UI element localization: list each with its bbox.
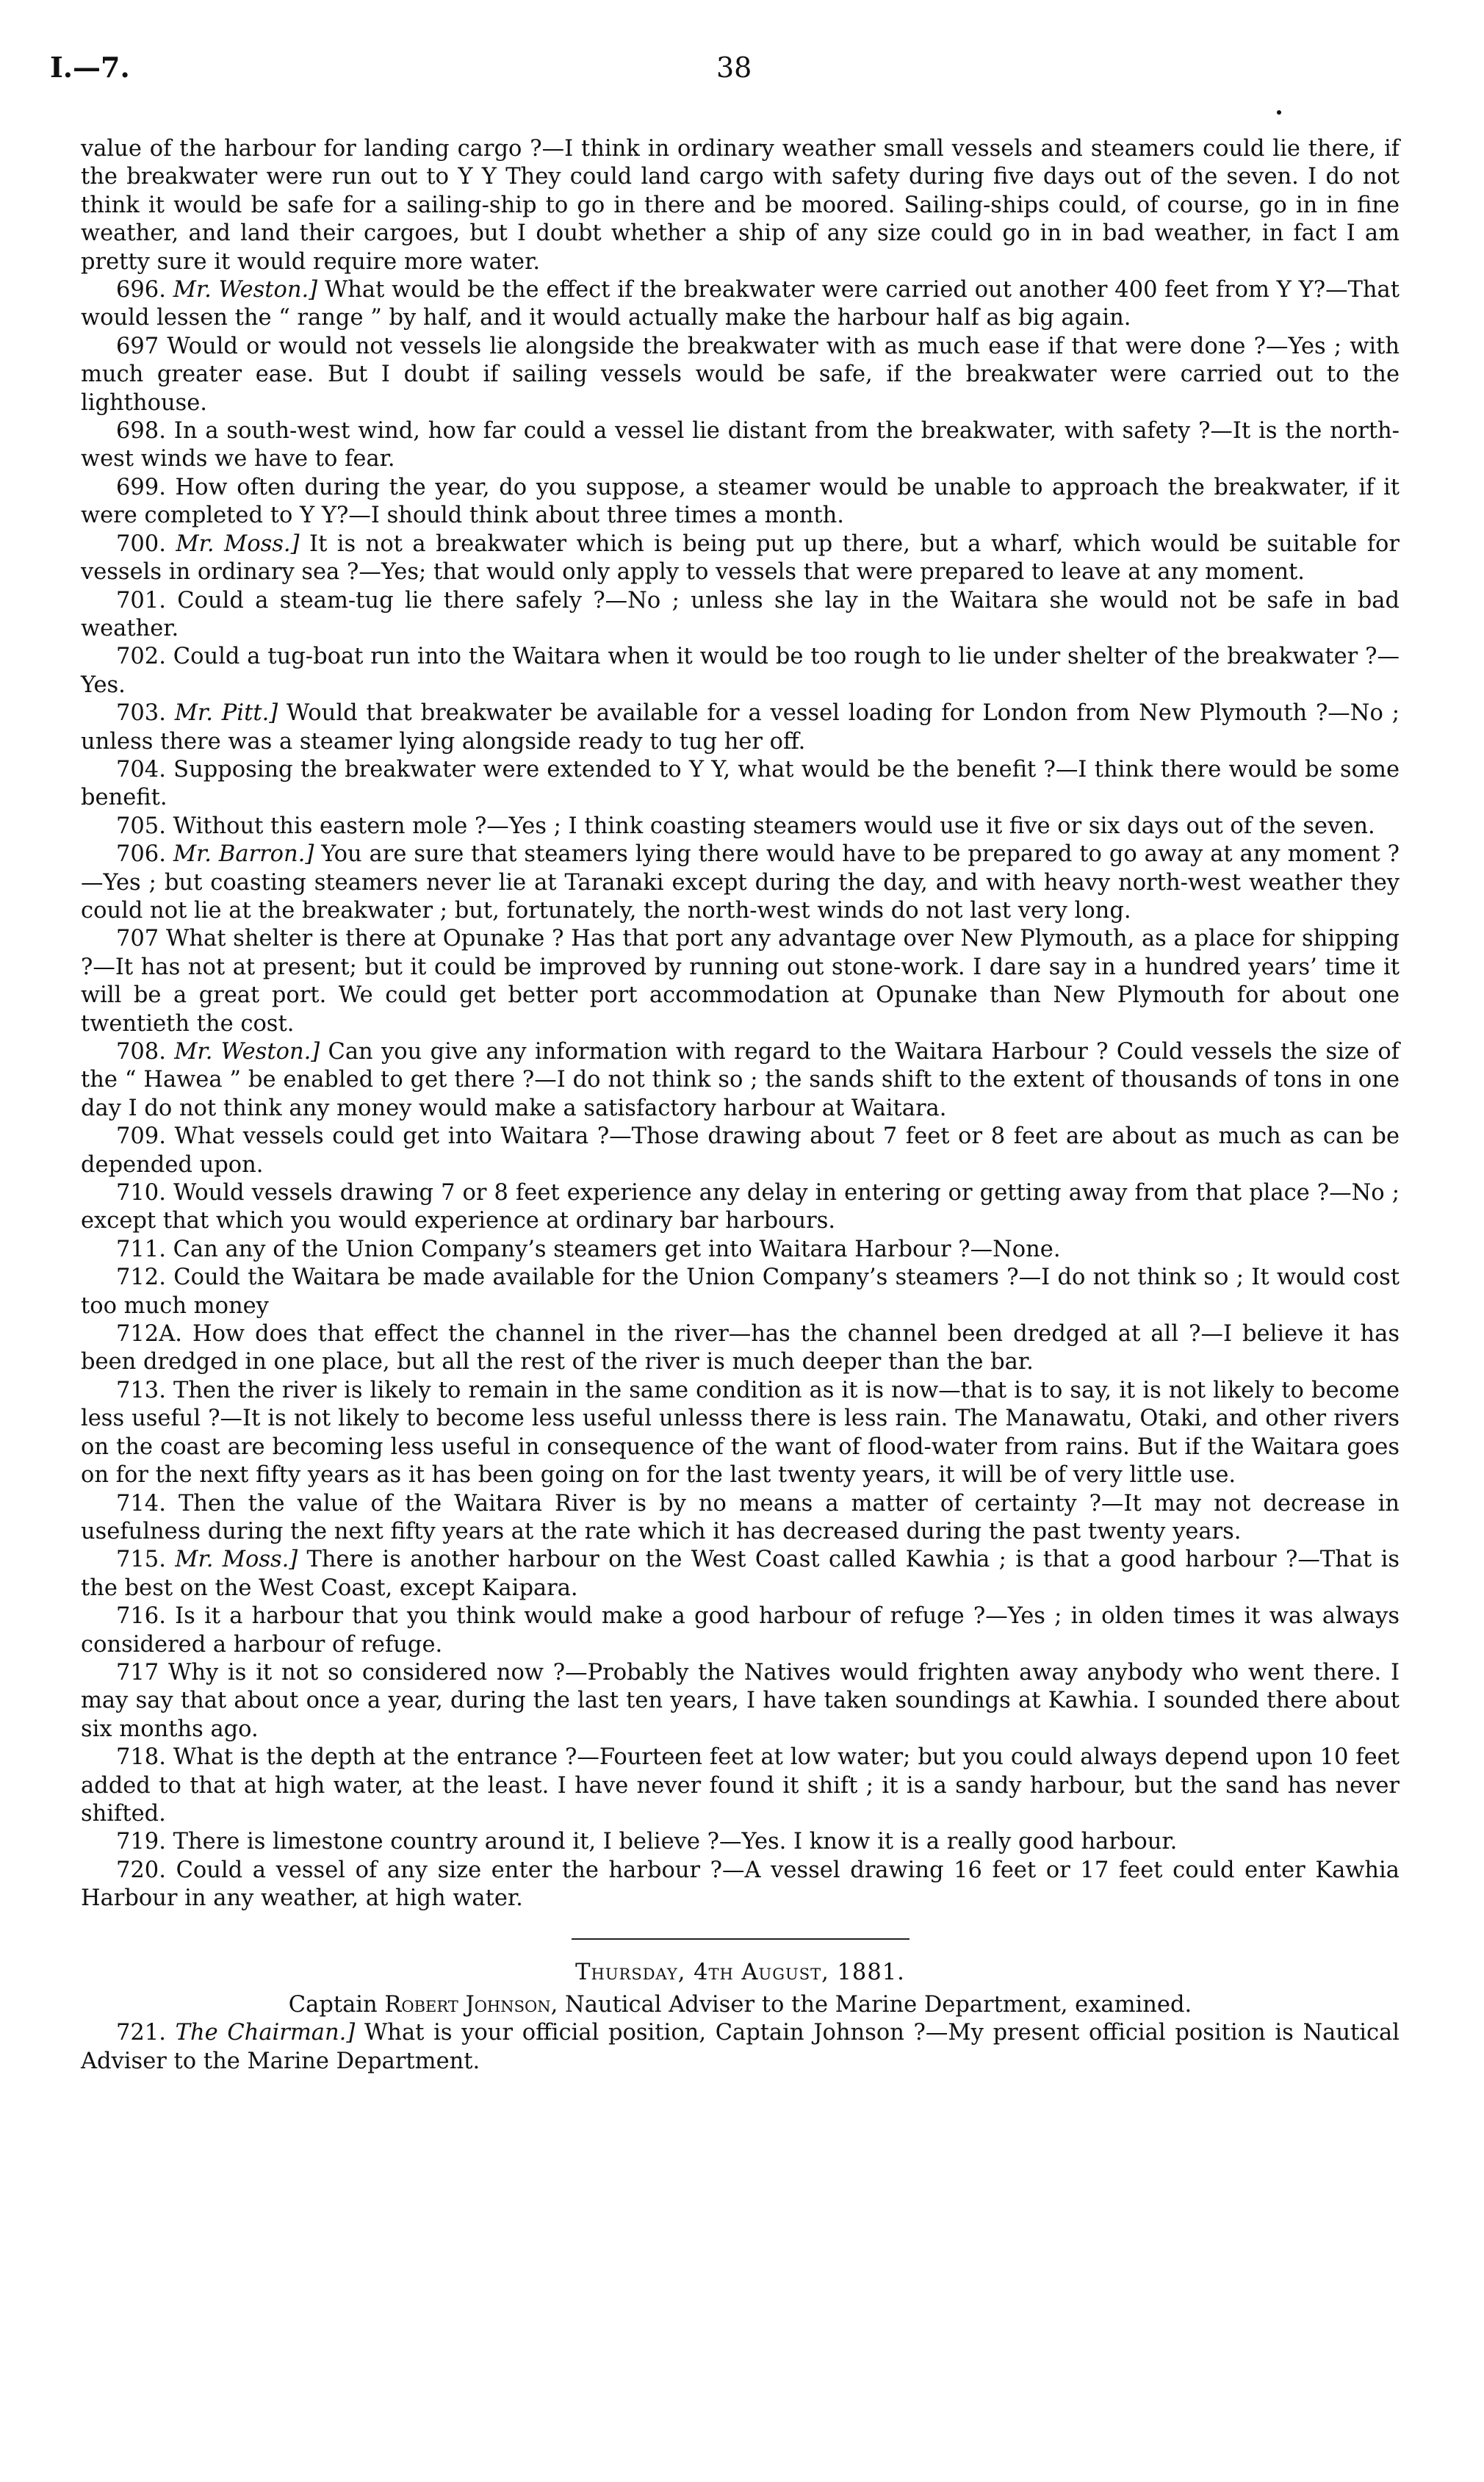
qa-text: Can you give any information with regard to the Waitara Harbour ? Could vessels the size of the “ Hawea ” be enabled to get there ?—I do not think so ; the sands shift to the extent of thousands of tons in one day I do not think any money would make a satisfactory harbour at Waitara.: [81, 1039, 1400, 1121]
qa-text: Can any of the Union Company’s steamers get into Waitara Harbour ?—None.: [173, 1236, 1061, 1262]
qa-text: Could a steam-tug lie there safely ?—No ; unless she lay in the Waitara she would not be safe in bad weather.: [81, 587, 1400, 641]
qa-number: 719.: [116, 1829, 166, 1855]
witness-rank: Captain: [288, 1992, 378, 2018]
qa-list: [81, 276, 1400, 1913]
qa-item-703: [81, 699, 1400, 756]
qa-number: 713.: [116, 1377, 166, 1403]
qa-text: Could the Waitara be made available for the Union Company’s steamers ?—I do not think so ; It would cost too much money: [81, 1265, 1400, 1319]
witness-line: [81, 1991, 1400, 2019]
qa-text: Would vessels drawing 7 or 8 feet experience any delay in entering or getting away from that place ?—No ; except that which you would experience at ordinary bar harbours.: [81, 1180, 1400, 1234]
qa-number: 697: [116, 333, 159, 359]
qa-text: What vessels could get into Waitara ?—Those drawing about 7 feet or 8 feet are about as much as can be depended upon.: [81, 1123, 1400, 1178]
qa-number: 715.: [116, 1547, 166, 1573]
qa-item-721: [81, 2019, 1400, 2076]
qa-item-712a: [81, 1320, 1400, 1377]
qa-number: 720.: [116, 1857, 166, 1883]
qa-text: Supposing the breakwater were extended to Y Y, what would be the benefit ?—I think there would be some benefit.: [81, 756, 1400, 811]
qa-number: 712.: [116, 1265, 166, 1291]
qa-item-716: [81, 1602, 1400, 1659]
qa-item-718: [81, 1744, 1400, 1828]
qa-number: 696.: [116, 277, 166, 303]
qa-text: What shelter is there at Opunake ? Has that port any advantage over New Plymouth, as a place for shipping ?—It has not at present; but it could be improved by running out stone-work. I dare say in a hundred years’ time it will be a great port. We could get better port accommodation at Opunake than New Plymouth for about one twentieth the cost.: [81, 926, 1400, 1037]
qa-number: 718.: [116, 1744, 166, 1771]
continuation-paragraph: value of the harbour for landing cargo ?—I think in ordinary weather small vessels and steamers could lie there, if the breakwater were run out to Y Y They could land cargo with safety during five days out of the seven. I do not think it would be safe for a sailing-ship to go in there and be moored. Sailing-ships could, of course, go in in fine weather, and land their cargoes, but I doubt whether a ship of any size could go in in bad weather, in fact I am pretty sure it would require more water.: [81, 136, 1400, 275]
qa-text: Is it a harbour that you think would make a good harbour of refuge ?—Yes ; in olden times it was always considered a harbour of refuge.: [81, 1603, 1400, 1658]
qa-item-719: [81, 1828, 1400, 1856]
qa-number: 704.: [116, 756, 166, 783]
qa-number: 703.: [116, 700, 166, 727]
session-date: Thursday, 4th August, 1881.: [575, 1959, 905, 1985]
qa-number: 707: [116, 926, 159, 952]
section-divider: [572, 1938, 910, 1940]
qa-item-697: [81, 333, 1400, 417]
qa-number: 712A.: [116, 1321, 182, 1348]
qa-text: It is not a breakwater which is being put up there, but a wharf, which would be suitable for vessels in ordinary sea ?—Yes; that would only apply to vessels that were prepared to leave at any moment.: [81, 530, 1400, 586]
qa-speaker: Mr. Weston.]: [173, 277, 318, 303]
witness-name: Robert Johnson,: [384, 1992, 558, 2018]
qa-item-714: [81, 1490, 1400, 1547]
qa-item-717: [81, 1659, 1400, 1744]
page-number: 38: [716, 51, 752, 84]
qa-number: 721.: [116, 2020, 166, 2046]
page-header: [50, 51, 1400, 104]
testimony-body: [81, 135, 1400, 2076]
qa-speaker: Mr. Pitt.]: [174, 700, 278, 727]
qa-item-711: [81, 1236, 1400, 1264]
qa-item-699: [81, 474, 1400, 530]
qa-item-710: [81, 1179, 1400, 1236]
qa-number: 709.: [116, 1123, 166, 1150]
qa-text: How does that effect the channel in the river—has the channel been dredged at all ?—I believe it has been dredged in one place, but all the rest of the river is much deeper than the bar.: [81, 1321, 1400, 1375]
qa-speaker: Mr. Moss.]: [175, 1547, 298, 1573]
qa-number: 699.: [116, 474, 166, 500]
qa-item-696: [81, 276, 1400, 333]
speck-mark: [1277, 110, 1281, 115]
qa-text: Could a tug-boat run into the Waitara when it would be too rough to lie under shelter of the breakwater ?—Yes.: [81, 644, 1400, 698]
qa-speaker: Mr. Barron.]: [173, 841, 314, 868]
qa-text: In a south-west wind, how far could a vessel lie distant from the breakwater, with safety ?—It is the north-west winds we have to fear.: [81, 418, 1400, 472]
qa-number: 698.: [116, 418, 166, 445]
qa-item-713: [81, 1377, 1400, 1490]
qa-text: Would or would not vessels lie alongside the breakwater with as much ease if that were done ?—Yes ; with much greater ease. But I doubt if sailing vessels would be safe, if the breakwater were carried out to the lighthouse.: [81, 333, 1400, 416]
qa-text: There is limestone country around it, I believe ?—Yes. I know it is a really good harbour.: [173, 1829, 1178, 1855]
document-reference: I.—7.: [50, 51, 130, 84]
document-page: [50, 51, 1400, 2076]
qa-number: 716.: [116, 1603, 166, 1630]
witness-role: Nautical Adviser to the Marine Department, examined.: [565, 1992, 1192, 2018]
qa-text: Why is it not so considered now ?—Probably the Natives would frighten away anybody who went there. I may say that about once a year, during the last ten years, I have taken soundings at Kawhia. I sounded there about six months ago.: [81, 1659, 1400, 1742]
qa-speaker: Mr. Moss.]: [176, 530, 300, 557]
qa-number: 705.: [116, 813, 166, 839]
qa-number: 710.: [116, 1180, 166, 1206]
qa-text: Then the value of the Waitara River is by no means a matter of certainty ?—It may not decrease in usefulness during the next fifty years at the rate which it has decreased during the past twenty years.: [81, 1490, 1400, 1544]
qa-item-700: [81, 530, 1400, 587]
qa-speaker: Mr. Weston.]: [174, 1039, 320, 1065]
qa-item-701: [81, 587, 1400, 644]
qa-number: 711.: [116, 1236, 166, 1262]
qa-item-715: [81, 1546, 1400, 1602]
qa-text: You are sure that steamers lying there would have to be prepared to go away at any moment ?—Yes ; but coasting steamers never lie at Taranaki except during the day, and with heavy north-west weather they could not lie at the breakwater ; but, fortunately, the north-west winds do not last very long.: [81, 841, 1400, 924]
qa-item-720: [81, 1857, 1400, 1913]
qa-text: Would that breakwater be available for a vessel loading for London from New Plymouth ?—No ; unless there was a steamer lying alongside ready to tug her off.: [81, 700, 1400, 755]
qa-number: 708.: [116, 1039, 166, 1065]
qa-item-704: [81, 756, 1400, 813]
qa-item-712: [81, 1264, 1400, 1320]
qa-item-709: [81, 1123, 1400, 1179]
qa-text: How often during the year, do you suppose, a steamer would be unable to approach the breakwater, if it were completed to Y Y?—I should think about three times a month.: [81, 474, 1400, 529]
qa-text: What would be the effect if the breakwater were carried out another 400 feet from Y Y?—That would lessen the “ range ” by half, and it would actually make the harbour half as big again.: [81, 277, 1400, 331]
qa-text: There is another harbour on the West Coast called Kawhia ; is that a good harbour ?—That is the best on the West Coast, except Kaipara.: [81, 1547, 1400, 1601]
qa-text: What is your official position, Captain Johnson ?—My present official position is Nautical Adviser to the Marine Department.: [81, 2020, 1400, 2074]
qa-item-707: [81, 925, 1400, 1038]
qa-text: Without this eastern mole ?—Yes ; I think coasting steamers would use it five or six days out of the seven.: [173, 813, 1375, 839]
qa-number: 717: [116, 1659, 159, 1686]
qa-number: 702.: [116, 644, 166, 670]
qa-speaker: The Chairman.]: [175, 2020, 356, 2046]
qa-number: 701.: [116, 587, 166, 614]
qa-item-698: [81, 417, 1400, 474]
qa-item-708: [81, 1038, 1400, 1123]
qa-item-706: [81, 841, 1400, 925]
qa-item-705: [81, 813, 1400, 841]
qa-number: 700.: [116, 530, 166, 557]
qa-text: Then the river is likely to remain in the same condition as it is now—that is to say, it is not likely to become less useful ?—It is not likely to become less useful unlesss there is less rain. The Manawatu, Otaki, and other rivers on the coast are becoming less useful in consequence of the want of flood-water from rains. But if the Waitara goes on for the next fifty years as it has been going on for the last twenty years, it will be of very little use.: [81, 1377, 1400, 1489]
qa-text: What is the depth at the entrance ?—Fourteen feet at low water; but you could always depend upon 10 feet added to that at high water, at the least. I have never found it shift ; it is a sandy harbour, but the sand has never shifted.: [81, 1744, 1400, 1827]
qa-text: Could a vessel of any size enter the harbour ?—A vessel drawing 16 feet or 17 feet could enter Kawhia Harbour in any weather, at high water.: [81, 1857, 1400, 1912]
qa-number: 706.: [116, 841, 166, 868]
qa-item-702: [81, 643, 1400, 699]
qa-number: 714.: [116, 1490, 166, 1517]
